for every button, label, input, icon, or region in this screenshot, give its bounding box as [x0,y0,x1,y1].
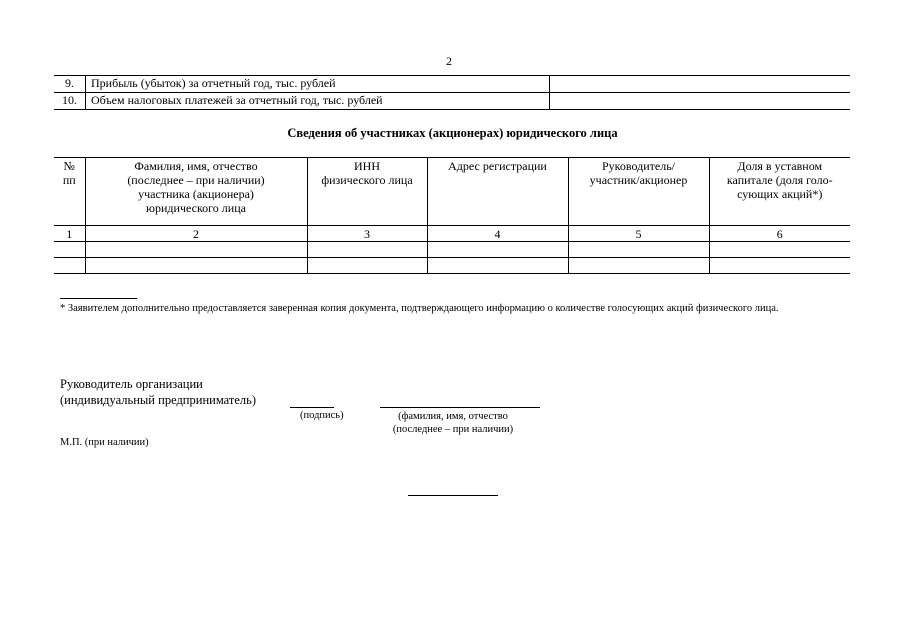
header-line: физического лица [321,173,413,187]
header-line: капитале (доля голо- [726,173,833,187]
signature-line[interactable] [290,407,334,408]
footnote-divider [60,298,137,299]
table-row [54,76,850,93]
table-row [54,93,850,110]
table-cell[interactable] [568,242,709,258]
header-line: Фамилия, имя, отчество [134,159,258,173]
name-caption [384,410,522,436]
indicator-number: 10. [54,93,86,110]
indicator-number: 9. [54,76,86,93]
header-line: Адрес регистрации [448,159,547,173]
table-cell[interactable] [85,242,307,258]
column-number: 6 [709,226,850,242]
signature-caption: (подпись) [300,410,344,421]
table-cell[interactable] [307,242,427,258]
indicator-value[interactable] [550,93,851,110]
table-row [54,242,850,258]
signatory-title-line: (индивидуальный предприниматель) [60,393,256,407]
header-line: сующих акций*) [737,187,823,201]
column-number: 1 [54,226,85,242]
indicator-value[interactable] [550,76,851,93]
column-number: 3 [307,226,427,242]
stamp-note: М.П. (при наличии) [60,437,149,448]
header-line: ИНН [354,159,380,173]
header-line: юридического лица [146,201,246,215]
header-role [568,158,709,226]
header-address [427,158,568,226]
name-caption-line: (последнее – при наличии) [392,424,514,435]
header-number [54,158,85,226]
table-cell[interactable] [85,258,307,274]
table-row [54,258,850,274]
page-number: 2 [446,54,452,68]
column-number: 4 [427,226,568,242]
table-cell[interactable] [307,258,427,274]
header-line: участник/акционер [589,173,688,187]
header-line: № [63,159,75,173]
table-cell[interactable] [54,242,85,258]
indicator-label: Прибыль (убыток) за отчетный год, тыс. рублей [86,76,550,93]
table-cell[interactable] [709,242,850,258]
table-header-row [54,158,850,226]
name-line[interactable] [380,407,540,408]
header-full-name [85,158,307,226]
column-number: 2 [85,226,307,242]
header-line: участника (акционера) [138,187,254,201]
table-cell[interactable] [54,258,85,274]
name-caption-line: (фамилия, имя, отчество [398,411,508,422]
section-title: Сведения об участниках (акционерах) юридического лица [287,126,618,140]
table-cell[interactable] [427,258,568,274]
header-line: Доля в уставном [737,159,823,173]
header-line: пп [62,173,76,187]
end-divider [408,495,498,496]
column-number: 5 [568,226,709,242]
footnote: * Заявителем дополнительно предоставляется заверенная копия документа, подтверждающего информацию о количестве голосующих акций физического лица. [60,303,779,314]
indicators-table [54,75,850,110]
header-line: (последнее – при наличии) [127,173,265,187]
indicator-label: Объем налоговых платежей за отчетный год, тыс. рублей [86,93,550,110]
header-share [709,158,850,226]
signatory-title [60,376,256,408]
column-number-row [54,226,850,242]
signatory-title-line: Руководитель организации [60,377,203,391]
header-line: Руководитель/ [601,159,676,173]
table-cell[interactable] [709,258,850,274]
header-inn [307,158,427,226]
participants-table [54,157,850,274]
table-cell[interactable] [427,242,568,258]
table-cell[interactable] [568,258,709,274]
